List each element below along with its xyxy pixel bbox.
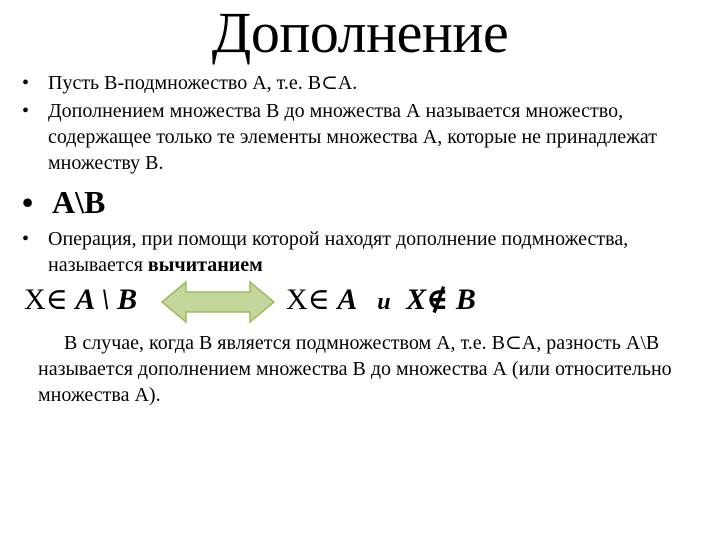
formula-set-a: A (329, 283, 356, 316)
bullet-marker: • (22, 184, 34, 220)
explanation-paragraph: В случае, когда В является подмножеством А, т.е. В⊂А, разность А\В называется дополнением множества В до множества А (или относительно множества А). (38, 332, 672, 406)
bullet-subset-text: Пусть В-подмножество А, т.е. В⊂А. (48, 72, 358, 94)
formula-x-left: Х (24, 283, 46, 316)
formula-x-right: Х (286, 283, 308, 316)
page-title: Дополнение (211, 0, 509, 65)
bullet-marker: • (22, 100, 30, 122)
bullet-marker: • (22, 228, 30, 250)
subtraction-term: вычитанием (147, 254, 263, 276)
formula-x-second: Х (406, 283, 427, 316)
element-of-symbol: ∈ (307, 283, 330, 316)
formula-left-set: A \ B (67, 283, 138, 316)
element-of-symbol: ∈ (45, 283, 68, 316)
operation-text: Операция, при помощи которой находят дополнение подмножества, называется (48, 228, 629, 276)
formula-and: и (377, 289, 391, 315)
formula-left (24, 282, 137, 318)
double-arrow-icon (160, 280, 276, 324)
bullet-marker: • (22, 72, 30, 94)
not-element-of-symbol: ∉ (426, 283, 449, 316)
formula-set-b: B (448, 283, 476, 316)
double-arrow-shape (162, 282, 274, 322)
bullet-operation-text (48, 226, 702, 278)
bullet-notation-text: А\В (52, 184, 106, 220)
bullet-definition-text: Дополнением множества В до множества А называется множество, содержащее только те элементы множества А, которые не принадлежат множеству В. (48, 100, 657, 174)
formula-right (286, 282, 476, 320)
